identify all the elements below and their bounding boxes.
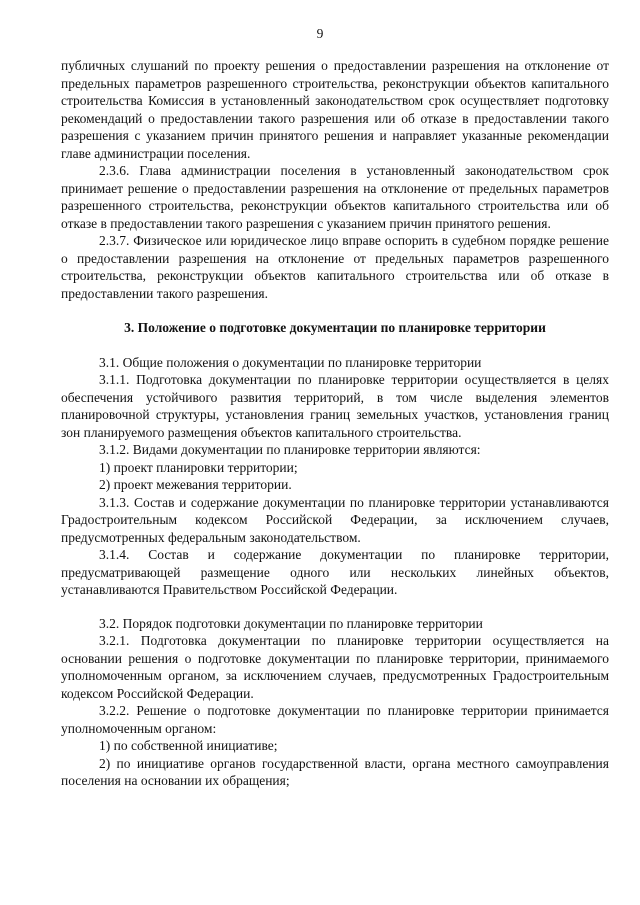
- subsection-3-2-title: 3.2. Порядок подготовки документации по планировке территории: [99, 615, 483, 631]
- page-number: 9: [316, 26, 324, 41]
- spacer: [61, 337, 609, 354]
- subsection-3-1-title: 3.1. Общие положения о документации по планировке территории: [99, 354, 482, 370]
- list-item-2: 2) по инициативе органов государственной власти, органа местного самоуправления поселения на основании их обращения;: [61, 755, 609, 788]
- paragraph-3-1-3: 3.1.3. Состав и содержание документации по планировке территории устанавливаются Градостроительным кодексом Российской Федерации, за исключением случаев, предусмотренных федеральным законодательством.: [61, 494, 609, 545]
- section-3-heading: 3. Положение о подготовке документации по планировке территории: [124, 320, 546, 335]
- paragraph-3-1-2: 3.1.2. Видами документации по планировке территории являются:: [99, 442, 481, 457]
- spacer: [61, 599, 609, 615]
- list-item-2: 2) проект межевания территории.: [99, 477, 292, 492]
- document-body: [61, 57, 609, 790]
- list-item-1: 1) по собственной инициативе;: [99, 738, 278, 753]
- spacer: [61, 302, 609, 319]
- paragraph-2-3-6: 2.3.6. Глава администрации поселения в установленный законодательством срок принимает решение о предоставлении разрешения на отклонение от предельных параметров разрешенного строительства, реконструкции объектов капитального строительства или об отказе в предоставлении такого разрешения с указанием причин принятого решения.: [61, 163, 609, 231]
- paragraph-3-2-1: 3.2.1. Подготовка документации по планировке территории осуществляется на основании решения о подготовке документации по планировке территории, принимаемого уполномоченным органом, за исключением случаев, предусмотренных Градостроительным кодексом Российской Федерации.: [61, 633, 609, 701]
- list-item-1: 1) проект планировки территории;: [99, 459, 298, 475]
- paragraph-3-1-4: 3.1.4. Состав и содержание документации по планировке территории, предусматривающей размещение одного или нескольких линейных объектов, устанавливаются Правительством Российской Федерации.: [61, 547, 609, 597]
- paragraph-2-3-7: 2.3.7. Физическое или юридическое лицо вправе оспорить в судебном порядке решение о предоставлении разрешения на отклонение от предельных параметров разрешенного строительства, реконструкции объектов капитального строительства или об отказе в предоставлении такого разрешения.: [61, 233, 609, 301]
- paragraph-continuation: публичных слушаний по проекту решения о предоставлении разрешения на отклонение от предельных параметров разрешенного строительства, реконструкции объектов капитального строительства Комиссия в установленный законодательством срок осуществляет подготовку рекомендаций о предоставлении такого разрешения или об отказе в предоставлении такого разрешения с указанием причин принятого решения и направляет указанные рекомендации главе администрации поселения.: [61, 58, 609, 161]
- paragraph-3-1-1: 3.1.1. Подготовка документации по планировке территории осуществляется в целях обеспечения устойчивого развития территорий, в том числе выделения элементов планировочной структуры, установления границ земельных участков, установления границ зон планируемого размещения объектов капитального строительства.: [61, 372, 609, 440]
- paragraph-3-2-2: 3.2.2. Решение о подготовке документации по планировке территории принимается уполномоченным органом:: [61, 703, 609, 736]
